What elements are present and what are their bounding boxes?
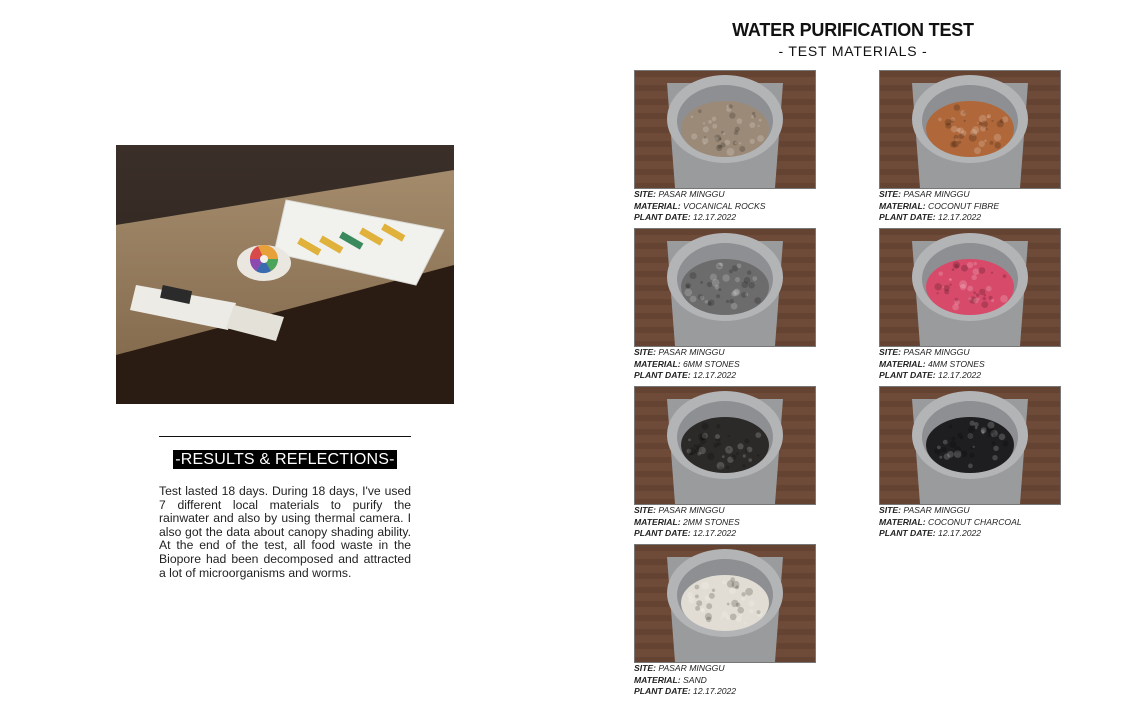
- material-card-coconut-fibre: [879, 70, 1061, 224]
- material-card-4mm-stones: [879, 228, 1061, 382]
- material-card-coconut-charcoal: [879, 386, 1061, 540]
- material-value: SAND: [683, 674, 707, 685]
- results-heading: [159, 451, 411, 469]
- site-label: SITE:: [634, 347, 656, 357]
- material-caption: [879, 189, 1061, 224]
- site-value: PASAR MINGGU: [903, 505, 970, 515]
- site-value: PASAR MINGGU: [658, 189, 725, 199]
- site-label: SITE:: [879, 347, 901, 357]
- plant-date-value: 12.17.2022: [938, 370, 982, 380]
- material-value: VOCANICAL ROCKS: [683, 200, 766, 211]
- site-value: PASAR MINGGU: [658, 347, 725, 357]
- material-caption: [634, 347, 816, 382]
- site-value: PASAR MINGGU: [903, 347, 970, 357]
- material-caption: [634, 505, 816, 540]
- plant-date-value: 12.17.2022: [693, 528, 737, 538]
- results-body: Test lasted 18 days. During 18 days, I've used 7 different local materials to purify the rainwater and also by using thermal camera. I also got the data about canopy shading ability. At the end of the test, all food waste in the Biopore had been decomposed and attracted a lot of microorganisms and worms.: [159, 484, 411, 580]
- volcanic-rocks-icon: [635, 71, 815, 188]
- coconut-fibre-icon: [880, 71, 1060, 188]
- material-card-sand: [634, 544, 816, 698]
- plant-date-label: PLANT DATE:: [634, 212, 691, 222]
- coconut-fibre-photo: [879, 70, 1061, 189]
- plant-date-value: 12.17.2022: [693, 212, 737, 222]
- material-card-volcanic-rocks: [634, 70, 816, 224]
- material-value: 6MM STONES: [683, 358, 740, 369]
- site-label: SITE:: [879, 189, 901, 199]
- material-label: MATERIAL:: [634, 516, 681, 527]
- material-caption: [879, 505, 1061, 540]
- plant-date-label: PLANT DATE:: [879, 370, 936, 380]
- plant-date-value: 12.17.2022: [693, 370, 737, 380]
- fine-stones-icon: [635, 387, 815, 504]
- section-divider: [159, 436, 411, 437]
- site-value: PASAR MINGGU: [658, 505, 725, 515]
- material-label: MATERIAL:: [634, 200, 681, 211]
- material-label: MATERIAL:: [879, 200, 926, 211]
- plant-date-value: 12.17.2022: [938, 528, 982, 538]
- volcanic-rocks-photo: [634, 70, 816, 189]
- material-value: COCONUT CHARCOAL: [928, 516, 1022, 527]
- material-caption: [634, 663, 816, 698]
- plant-date-value: 12.17.2022: [938, 212, 982, 222]
- material-caption: [879, 347, 1061, 382]
- charcoal-icon: [880, 387, 1060, 504]
- results-heading-text: -RESULTS & REFLECTIONS-: [175, 451, 395, 468]
- page-subtitle: - TEST MATERIALS -: [778, 43, 928, 59]
- site-value: PASAR MINGGU: [903, 189, 970, 199]
- sand-icon: [635, 545, 815, 662]
- sand-photo: [634, 544, 816, 663]
- material-label: MATERIAL:: [634, 674, 681, 685]
- material-card-2mm-stones: [634, 386, 816, 540]
- 4mm-stones-photo: [879, 228, 1061, 347]
- material-label: MATERIAL:: [879, 358, 926, 369]
- site-value: PASAR MINGGU: [658, 663, 725, 673]
- page-title: WATER PURIFICATION TEST: [732, 20, 974, 40]
- plant-date-label: PLANT DATE:: [879, 212, 936, 222]
- hero-photo: [116, 145, 454, 404]
- plant-date-label: PLANT DATE:: [634, 528, 691, 538]
- material-label: MATERIAL:: [634, 358, 681, 369]
- material-value: COCONUT FIBRE: [928, 200, 1000, 211]
- plant-date-label: PLANT DATE:: [879, 528, 936, 538]
- coconut-charcoal-photo: [879, 386, 1061, 505]
- material-label: MATERIAL:: [879, 516, 926, 527]
- plant-date-label: PLANT DATE:: [634, 370, 691, 380]
- colored-stones-icon: [880, 229, 1060, 346]
- site-label: SITE:: [634, 189, 656, 199]
- material-value: 2MM STONES: [683, 516, 740, 527]
- 2mm-stones-photo: [634, 386, 816, 505]
- site-label: SITE:: [634, 505, 656, 515]
- site-label: SITE:: [879, 505, 901, 515]
- plant-date-value: 12.17.2022: [693, 686, 737, 696]
- plant-date-label: PLANT DATE:: [634, 686, 691, 696]
- material-caption: [634, 189, 816, 224]
- site-label: SITE:: [634, 663, 656, 673]
- 6mm-stones-photo: [634, 228, 816, 347]
- material-card-6mm-stones: [634, 228, 816, 382]
- material-value: 4MM STONES: [928, 358, 985, 369]
- stones-icon: [635, 229, 815, 346]
